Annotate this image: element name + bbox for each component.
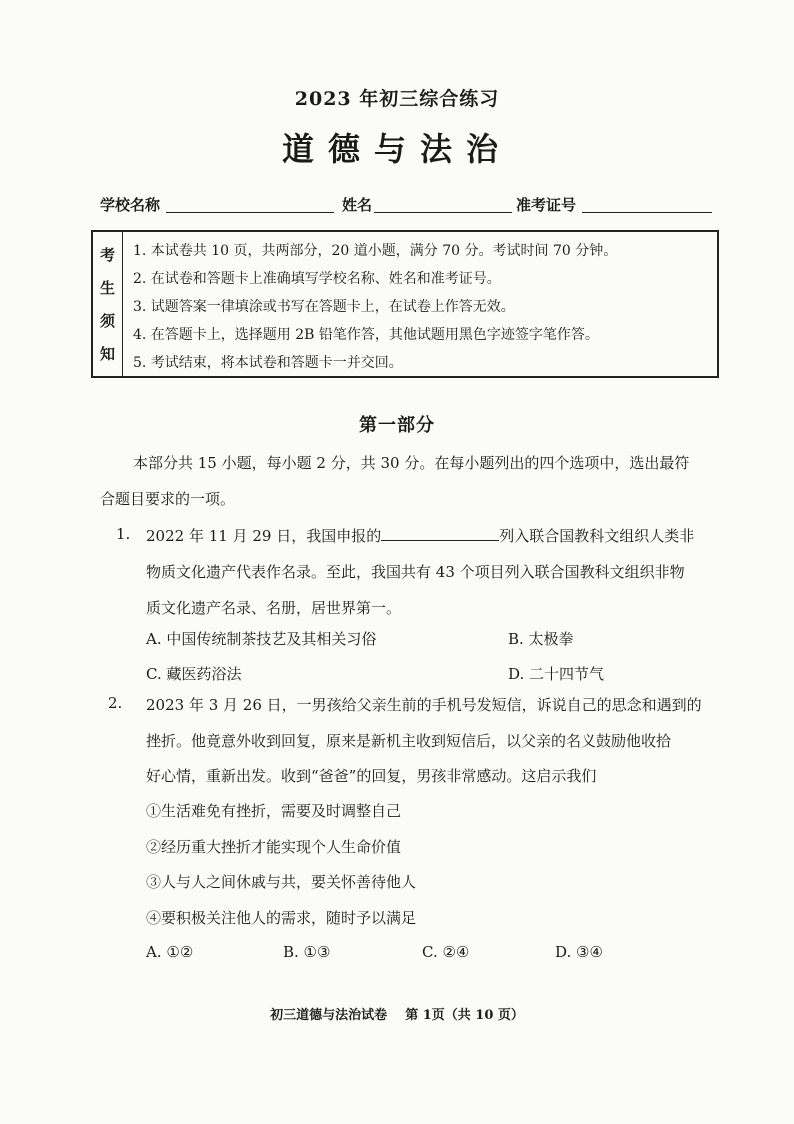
question-2-number: 2. <box>108 694 123 712</box>
name-blank <box>374 212 512 213</box>
part-one-intro-line: 合题目要求的一项。 <box>100 490 236 508</box>
question-1-line: 物质文化遗产代表作名录。至此，我国共有 43 个项目列入联合国教科文组织非物 <box>146 563 685 581</box>
question-1-option-d: D. 二十四节气 <box>508 665 605 683</box>
notice-side-char: 知 <box>99 345 115 363</box>
notice-item: 2. 在试卷和答题卡上准确填写学校名称、姓名和准考证号。 <box>133 271 501 287</box>
exam-title: 2023 年初三综合练习 <box>294 88 500 110</box>
question-1-option-b: B. 太极拳 <box>508 630 574 648</box>
question-2-option-c: C. ②④ <box>422 943 470 961</box>
question-2-statement: ④要积极关注他人的需求，随时予以满足 <box>146 909 417 927</box>
question-2-option-b: B. ①③ <box>283 943 331 961</box>
question-1-number: 1. <box>116 525 131 543</box>
notice-list <box>123 232 717 376</box>
notice-item: 4. 在答题卡上，选择题用 2B 铅笔作答，其他试题用黑色字迹签字笔作答。 <box>133 327 599 343</box>
question-1-text-before-blank: 2022 年 11 月 29 日，我国申报的 <box>146 527 382 545</box>
notice-side-char: 生 <box>99 279 115 297</box>
notice-item: 3. 试题答案一律填涂或书写在答题卡上，在试卷上作答无效。 <box>133 299 515 315</box>
question-2-statement: ②经历重大挫折才能实现个人生命价值 <box>146 838 402 856</box>
question-2-statement: ①生活难免有挫折，需要及时调整自己 <box>146 802 402 820</box>
notice-item: 1. 本试卷共 10 页，共两部分，20 道小题，满分 70 分。考试时间 70 分钟。 <box>133 243 618 259</box>
page-footer <box>0 1004 794 1023</box>
question-2-option-a: A. ①② <box>146 943 194 961</box>
school-label: 学校名称 <box>100 196 161 214</box>
footer-paper-name: 初三道德与法治试卷 <box>270 1008 388 1023</box>
part-one-intro-line: 本部分共 15 小题，每小题 2 分，共 30 分。在每小题列出的四个选项中，选出最符 <box>133 454 690 472</box>
exam-id-blank <box>582 212 712 213</box>
question-2-line: 好心情，重新出发。收到“爸爸”的回复，男孩非常感动。这启示我们 <box>146 767 597 785</box>
notice-side-label <box>93 232 123 376</box>
question-2-line: 2023 年 3 月 26 日，一男孩给父亲生前的手机号发短信，诉说自己的思念和遇到的 <box>146 696 702 714</box>
exam-notice-box <box>91 230 719 378</box>
question-1-line <box>146 525 694 546</box>
student-info-line <box>100 194 720 218</box>
question-2-statement: ③人与人之间休戚与共，要关怀善待他人 <box>146 873 417 891</box>
question-2-line: 挫折。他竟意外收到回复，原来是新机主收到短信后，以父亲的名义鼓励他收拾 <box>146 732 672 750</box>
question-1-option-a: A. 中国传统制茶技艺及其相关习俗 <box>146 630 377 648</box>
notice-item: 5. 考试结束，将本试卷和答题卡一并交回。 <box>133 355 403 371</box>
question-1-line: 质文化遗产名录、名册，居世界第一。 <box>146 599 402 617</box>
notice-side-char: 考 <box>99 246 115 264</box>
footer-page-info: 第 1页（共 10 页） <box>405 1008 524 1023</box>
question-1-answer-blank <box>381 526 499 541</box>
school-blank <box>166 212 334 213</box>
question-2-option-d: D. ③④ <box>555 943 603 961</box>
notice-side-char: 须 <box>99 312 115 330</box>
exam-id-label: 准考证号 <box>516 196 577 214</box>
name-label: 姓名 <box>342 196 373 214</box>
subject-title: 道德与法治 <box>281 130 512 168</box>
part-one-title: 第一部分 <box>359 415 435 436</box>
question-1-text-after-blank: 列入联合国教科文组织人类非 <box>499 527 695 545</box>
question-1-option-c: C. 藏医药浴法 <box>146 665 242 683</box>
